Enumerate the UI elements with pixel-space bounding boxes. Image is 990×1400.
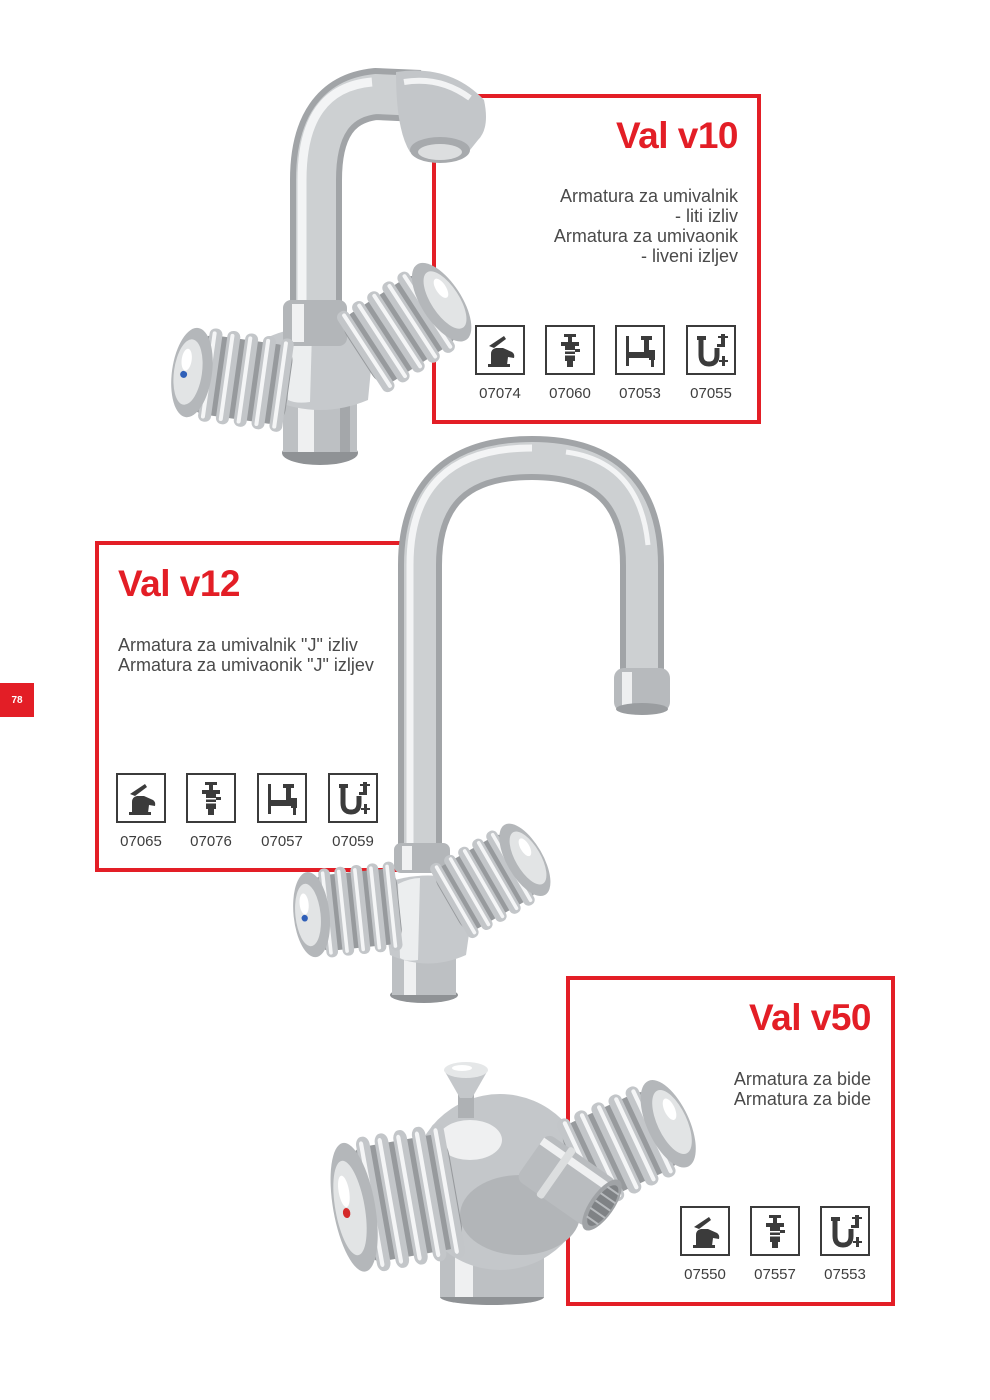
- handle-ridge-highlight: [359, 1141, 385, 1267]
- handle-hub: [188, 333, 294, 426]
- handle-cap-face: [502, 826, 554, 890]
- handle-ridge-highlight: [377, 1138, 403, 1264]
- handle-ridge-highlight: [434, 865, 477, 935]
- handle-ridge-highlight: [385, 864, 397, 948]
- accessory-item: [686, 325, 736, 405]
- product-description-line: Armatura za umivaonik "J" izljev: [118, 655, 374, 675]
- siphon-icon-glyph: [822, 1208, 868, 1254]
- faucet-column: [283, 380, 357, 452]
- j-spout-highlight: [566, 452, 648, 545]
- accessory-code: 07055: [690, 385, 732, 402]
- basin-mixer-icon: [680, 1206, 730, 1256]
- handle-ridge: [373, 1132, 410, 1269]
- accessory-item: [615, 325, 665, 405]
- temperature-indicator-dot: [180, 370, 188, 378]
- product-description-line: Armatura za umivaonik: [553, 226, 738, 246]
- angle-valve-icon: [615, 325, 665, 375]
- pop-up-waste-icon-glyph: [188, 775, 234, 821]
- product-description-line: - liti izliv: [675, 206, 738, 226]
- handle-ridge: [470, 837, 522, 916]
- product-description-line: Armatura za bide: [733, 1089, 871, 1109]
- product-title: Val v12: [118, 563, 241, 604]
- angle-valve-icon: [257, 773, 307, 823]
- pop-up-knob: [444, 1070, 488, 1098]
- handle-ridge: [350, 299, 412, 385]
- handle-hub: [430, 830, 541, 936]
- j-spout-fill: [420, 458, 642, 870]
- angle-valve-icon-glyph: [617, 327, 663, 373]
- handle-ridge: [382, 861, 403, 951]
- product-description: [554, 186, 738, 266]
- handle-ridge-highlight: [433, 1128, 459, 1254]
- handle-ridge: [269, 338, 295, 433]
- handle-ridge: [411, 1126, 448, 1263]
- siphon-icon: [328, 773, 378, 823]
- handle-cap: [289, 870, 334, 959]
- product-description-line: Armatura za bide: [733, 1069, 871, 1089]
- handle-cap: [166, 325, 218, 420]
- handle-ridge-highlight: [236, 336, 252, 424]
- faucet-column-highlight: [298, 380, 314, 452]
- handle-ridge: [215, 330, 241, 425]
- accessory-item: [328, 773, 378, 853]
- pop-up-waste-icon: [186, 773, 236, 823]
- faucet-base: [390, 987, 458, 1003]
- faucet-body-highlight: [286, 332, 312, 403]
- left-handle: [322, 1122, 468, 1278]
- handle-ridge: [365, 289, 427, 375]
- product-card-val-v10: [432, 94, 761, 424]
- handle-ridge: [335, 309, 397, 395]
- accessory-code: 07553: [824, 1266, 866, 1283]
- siphon-icon: [686, 325, 736, 375]
- product-title: Val v10: [615, 115, 738, 156]
- handle-cap: [322, 1139, 386, 1275]
- faucet-column-highlight: [455, 1232, 473, 1297]
- handle-ridge-highlight: [372, 293, 423, 369]
- pop-up-waste-icon-glyph: [752, 1208, 798, 1254]
- pop-up-rod: [458, 1088, 474, 1118]
- handle-cap-highlight: [299, 893, 310, 915]
- handle-ridge: [355, 1136, 392, 1273]
- basin-mixer-icon: [475, 325, 525, 375]
- temperature-indicator-dot: [301, 915, 308, 922]
- pop-up-knob-highlight: [452, 1065, 472, 1071]
- j-spout-highlight: [410, 448, 532, 870]
- handle-cap-face: [292, 883, 324, 948]
- handle-cap-face: [327, 1158, 373, 1257]
- handle-cap-highlight: [180, 348, 193, 371]
- accessory-item: [257, 773, 307, 853]
- accessory-item: [545, 325, 595, 405]
- handle-hub: [346, 1132, 465, 1264]
- handle-ridge-highlight: [254, 339, 270, 427]
- angle-valve-icon-glyph: [259, 775, 305, 821]
- handle-ridge: [318, 868, 339, 958]
- siphon-icon-glyph: [688, 327, 734, 373]
- spout-nozzle: [614, 668, 670, 712]
- accessory-code: 07074: [479, 385, 521, 402]
- handle-ridge: [484, 829, 536, 908]
- handle-cap-highlight: [516, 836, 534, 858]
- handle-ridge-highlight: [414, 1131, 440, 1257]
- faucet-column-highlight: [404, 945, 416, 995]
- handle-ridge-highlight: [387, 283, 438, 359]
- faucet-column: [392, 945, 456, 995]
- temperature-indicator-dot: [342, 1207, 351, 1218]
- handle-ridge: [334, 866, 355, 956]
- faucet-column-shade: [340, 380, 350, 452]
- handle-ridge-highlight: [476, 840, 519, 910]
- product-description: [118, 635, 374, 675]
- accessory-item: [116, 773, 166, 853]
- faucet-base: [440, 1289, 544, 1305]
- pop-up-waste-icon-glyph: [547, 327, 593, 373]
- accessory-code: 07557: [754, 1266, 796, 1283]
- handle-ridge-highlight: [369, 866, 381, 950]
- page-number-tab: [0, 683, 34, 717]
- faucet-body: [412, 1094, 588, 1270]
- handle-ridge: [197, 328, 223, 423]
- faucet-body-shade: [460, 1175, 580, 1255]
- handle-ridge-highlight: [448, 857, 491, 927]
- handle-cap-face: [170, 337, 207, 406]
- product-card-val-v12: [95, 541, 420, 872]
- handle-ridge-highlight: [462, 848, 505, 918]
- product-description-line: Armatura za umivalnik: [559, 186, 738, 206]
- handle-ridge-highlight: [337, 870, 349, 954]
- accessory-item: [475, 325, 525, 405]
- product-description-line: Armatura za umivalnik "J" izliv: [118, 635, 358, 655]
- handle-hub: [309, 868, 403, 953]
- handle-ridge: [442, 853, 494, 932]
- accessory-code: 07076: [190, 833, 232, 850]
- faucet-body-highlight: [438, 1120, 502, 1160]
- faucet-column: [440, 1232, 544, 1297]
- faucet-body-highlight: [398, 878, 420, 961]
- handle-ridge-highlight: [272, 341, 288, 429]
- basin-mixer-icon-glyph: [477, 327, 523, 373]
- pop-up-waste-icon: [750, 1206, 800, 1256]
- accessory-code: 07065: [120, 833, 162, 850]
- handle-ridge-highlight: [321, 871, 333, 955]
- accessory-item: [680, 1206, 730, 1286]
- basin-mixer-icon-glyph: [682, 1208, 728, 1254]
- aerator: [616, 703, 668, 715]
- pop-up-knob-top: [444, 1062, 488, 1078]
- product-card-val-v50: [566, 976, 895, 1306]
- accessory-item: [186, 773, 236, 853]
- handle-ridge-highlight: [341, 313, 392, 389]
- siphon-icon: [820, 1206, 870, 1256]
- handle-ridge: [456, 845, 508, 924]
- accessory-code: 07059: [332, 833, 374, 850]
- handle-ridge: [233, 333, 259, 428]
- left-handle: [166, 323, 296, 433]
- handle-cap-highlight: [336, 1175, 352, 1208]
- faucet-body: [380, 876, 476, 964]
- j-spout: [420, 458, 642, 870]
- handle-ridge-highlight: [219, 334, 235, 422]
- handle-ridge-highlight: [490, 832, 533, 902]
- product-description: [734, 1069, 871, 1109]
- handle-ridge: [251, 335, 277, 430]
- handle-ridge: [392, 1129, 429, 1266]
- accessory-code: 07053: [619, 385, 661, 402]
- handle-ridge: [428, 861, 480, 940]
- accessory-item: [820, 1206, 870, 1286]
- handle-ridge-highlight: [201, 331, 217, 419]
- faucet-base: [282, 441, 358, 465]
- spout-highlight: [302, 82, 372, 330]
- handle-ridge-highlight: [356, 303, 407, 379]
- accessory-code: 07060: [549, 385, 591, 402]
- product-title: Val v50: [748, 997, 871, 1038]
- spout: [316, 94, 420, 330]
- handle-ridge: [366, 863, 387, 953]
- collar-highlight: [292, 304, 304, 342]
- basin-mixer-icon-glyph: [118, 775, 164, 821]
- handle-ridge: [350, 864, 371, 954]
- spout-nozzle-highlight: [622, 672, 632, 708]
- accessory-code: 07057: [261, 833, 303, 850]
- product-description-line: - liveni izljev: [640, 246, 738, 266]
- accessory-item: [750, 1206, 800, 1286]
- faucet-handles: [322, 1122, 468, 1278]
- pop-up-waste-icon: [545, 325, 595, 375]
- siphon-icon-glyph: [330, 775, 376, 821]
- page-number: 78: [11, 694, 23, 706]
- handle-cap: [489, 816, 561, 904]
- handle-ridge-highlight: [396, 1134, 422, 1260]
- handle-ridge-highlight: [353, 868, 365, 952]
- basin-mixer-icon: [116, 773, 166, 823]
- accessory-code: 07550: [684, 1266, 726, 1283]
- collar: [283, 300, 347, 346]
- spout-fill: [316, 94, 420, 330]
- faucet-body: [266, 326, 374, 410]
- handle-ridge: [429, 1122, 466, 1259]
- left-handle: [289, 861, 404, 961]
- right-handle: [427, 814, 561, 940]
